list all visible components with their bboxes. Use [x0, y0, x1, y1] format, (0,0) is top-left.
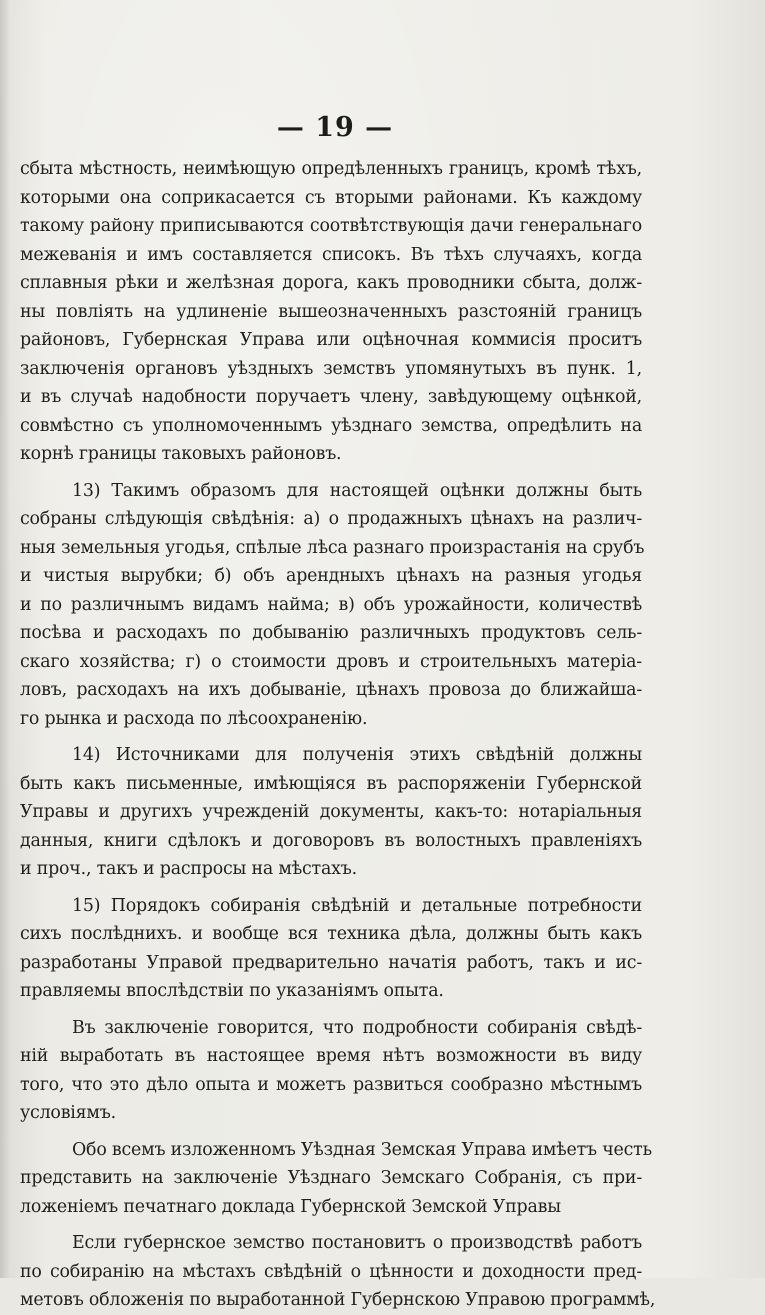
text-line: Обо всемъ изложенномъ Уѣздная Земская Управа имѣетъ честь	[72, 1139, 652, 1160]
text-line: 14) Источниками для полученія этихъ свѣдѣній должны	[72, 745, 642, 765]
text-line: условіямъ.	[20, 1103, 116, 1123]
text-line: сплавныя рѣки и желѣзная дорога, какъ проводники сбыта, долж-	[20, 273, 642, 293]
text-line: и проч., такъ и распросы на мѣстахъ.	[20, 859, 357, 879]
text-line: и въ случаѣ надобности поручаетъ члену, завѣдующему оцѣнкой,	[20, 387, 642, 407]
text-line: ны повліять на удлиненіе вышеозначенныхъ разстояній границъ	[20, 301, 642, 322]
text-line: ложеніемъ печатнаго доклада Губернской Земской Управы	[20, 1196, 561, 1217]
document-body	[20, 155, 656, 1315]
paragraph-gap	[20, 469, 642, 477]
text-line: которыми она соприкасается съ вторыми районами. Къ каждому	[20, 187, 642, 208]
text-line: межеванія и имъ составляется списокъ. Въ тѣхъ случаяхъ, когда	[20, 244, 642, 265]
text-line: скаго хозяйства; г) о стоимости дровъ и строительныхъ матеріа-	[20, 651, 642, 672]
text-line: 15) Порядокъ собиранія свѣдѣній и детальные потребности	[72, 895, 642, 916]
page-number: — 19 —	[276, 112, 394, 143]
text-line: сихъ послѣднихъ. и вообще вся техника дѣла, должны быть какъ	[20, 924, 642, 944]
paragraph	[20, 741, 642, 884]
paragraph-gap	[20, 733, 642, 741]
text-line: Управы и другихъ учрежденій документы, какъ-то: нотаріальныя	[20, 802, 642, 822]
text-line: собраны слѣдующія свѣдѣнія: а) о продажныхъ цѣнахъ на различ-	[20, 509, 642, 529]
text-line: правляемы впослѣдствіи по указаніямъ опыта.	[20, 981, 444, 1001]
paragraph-gap	[20, 1128, 642, 1136]
text-line: и по различнымъ видамъ найма; в) объ урожайности, количествѣ	[20, 594, 642, 615]
text-line: районовъ, Губернская Управа или оцѣночная коммисія проситъ	[20, 330, 642, 350]
text-line: го рынка и расхода по лѣсоохраненію.	[20, 708, 368, 729]
paragraph-gap	[20, 1006, 642, 1014]
text-line: быть какъ письменные, имѣющіяся въ распоряженіи Губернской	[20, 773, 642, 794]
text-line: 13) Такимъ образомъ для настоящей оцѣнки должны быть	[72, 480, 642, 501]
text-line: данныя, книги сдѣлокъ и договоровъ въ волостныхъ правленіяхъ	[20, 830, 642, 851]
text-line: такому району приписываются соотвѣтствующія дачи генеральнаго	[20, 216, 642, 236]
text-line: ловъ, расходахъ на ихъ добываніе, цѣнахъ провоза до ближайша-	[20, 680, 642, 700]
paragraph-gap	[20, 884, 642, 892]
paragraph	[20, 477, 645, 734]
paragraph	[20, 1229, 656, 1315]
text-line: того, что это дѣло опыта и можетъ развиться сообразно мѣстнымъ	[20, 1074, 642, 1095]
text-line: и чистыя вырубки; б) объ арендныхъ цѣнахъ на разныя угодья	[20, 566, 642, 586]
text-line: представить на заключеніе Уѣзднаго Земскаго Собранія, съ при-	[20, 1168, 642, 1188]
text-line: Въ заключеніе говорится, что подробности собиранія свѣдѣ-	[72, 1017, 642, 1038]
text-line: посѣва и расходахъ по добыванію различныхъ продуктовъ сель-	[20, 623, 642, 643]
text-line: Если губернское земство постановитъ о производствѣ работъ	[72, 1233, 642, 1253]
text-line: по собиранію на мѣстахъ свѣдѣній о цѣнности и доходности пред-	[20, 1261, 642, 1282]
text-line: заключенія органовъ уѣздныхъ земствъ упомянутыхъ въ пунк. 1,	[20, 358, 642, 379]
text-line: сбыта мѣстность, неимѣющую опредѣленныхъ границъ, кромѣ тѣхъ,	[20, 159, 642, 179]
text-line: метовъ обложенія по выработанной Губернскою Управою программѣ,	[20, 1290, 656, 1310]
text-line: ныя земельныя угодья, спѣлые лѣса разнаго произрастанія на срубъ	[20, 537, 645, 558]
paragraph	[20, 1136, 652, 1222]
paragraph-gap	[20, 1221, 642, 1229]
paragraph	[20, 892, 642, 1006]
paragraph	[20, 155, 642, 469]
paragraph	[20, 1014, 642, 1128]
text-line: совмѣстно съ уполномоченнымъ уѣзднаго земства, опредѣлить на	[20, 415, 642, 436]
text-line: ній выработать въ настоящее время нѣтъ возможности въ виду	[20, 1046, 642, 1066]
text-line: корнѣ границы таковыхъ районовъ.	[20, 444, 342, 464]
text-line: разработаны Управой предварительно начатія работъ, такъ и ис-	[20, 952, 642, 973]
